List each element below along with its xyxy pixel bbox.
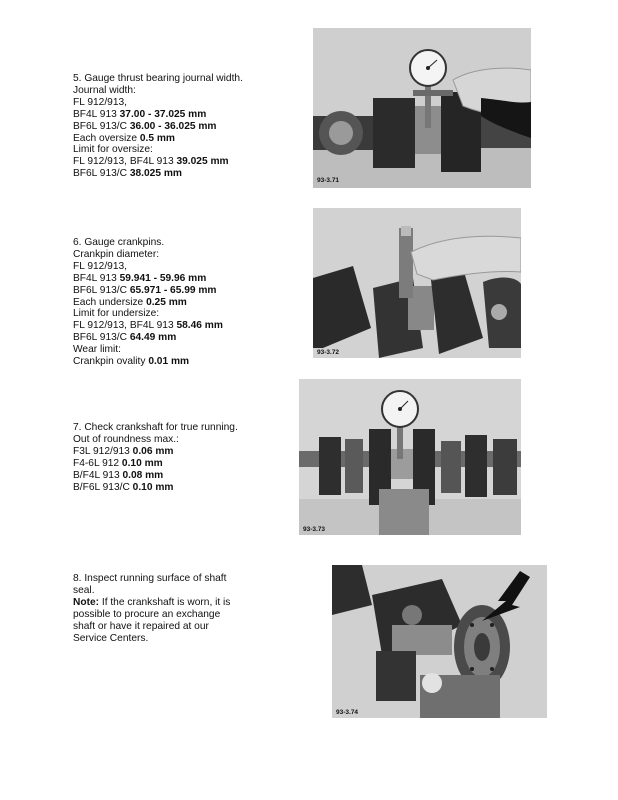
step-line: Note: If the crankshaft is worn, it is: [73, 596, 231, 608]
figure-93-3-74-photo: [332, 565, 547, 718]
step-line: BF4L 913 37.00 - 37.025 mm: [73, 108, 207, 120]
step-line: Journal width:: [73, 84, 136, 96]
step-line: BF6L 913/C 38.025 mm: [73, 168, 182, 180]
step-line: F4-6L 912 0.10 mm: [73, 457, 163, 469]
step-5-text: [73, 73, 303, 180]
step-6-text: [73, 237, 303, 368]
step-line: shaft or have it repaired at our: [73, 620, 209, 632]
figure-93-3-73-photo: [299, 379, 521, 535]
step-line: F3L 912/913 0.06 mm: [73, 445, 174, 457]
figure-93-3-71-photo: [313, 28, 531, 188]
step-line: Service Centers.: [73, 632, 149, 644]
figure-label: 93-3.71: [317, 177, 340, 184]
step-line: 5. Gauge thrust bearing journal width.: [73, 73, 243, 84]
step-line: FL 912/913, BF4L 913 58.46 mm: [73, 320, 223, 332]
figure-label: 93-3.74: [336, 709, 359, 716]
step-line: Each oversize 0.5 mm: [73, 132, 175, 144]
step-7-text: [73, 422, 303, 493]
step-8-text: [73, 573, 303, 644]
step-line: B/F4L 913 0.08 mm: [73, 469, 164, 481]
step-line: possible to procure an exchange: [73, 608, 221, 620]
step-line: FL 912/913,: [73, 260, 127, 272]
figure-93-3-72-photo: [313, 208, 521, 358]
step-line: 6. Gauge crankpins.: [73, 237, 165, 248]
figure-label: 93-3.73: [303, 526, 326, 533]
step-line: 8. Inspect running surface of shaft: [73, 573, 227, 584]
step-line: FL 912/913, BF4L 913 39.025 mm: [73, 156, 229, 168]
step-line: Crankpin diameter:: [73, 248, 160, 260]
step-line: Each undersize 0.25 mm: [73, 296, 187, 308]
step-line: BF6L 913/C 64.49 mm: [73, 332, 177, 344]
step-line: seal.: [73, 584, 95, 596]
step-line: Wear limit:: [73, 344, 121, 356]
step-line: BF6L 913/C 65.971 - 65.99 mm: [73, 284, 217, 296]
step-line: Crankpin ovality 0.01 mm: [73, 356, 190, 368]
step-line: FL 912/913,: [73, 96, 127, 108]
step-line: B/F6L 913/C 0.10 mm: [73, 481, 174, 493]
step-line: Limit for oversize:: [73, 144, 153, 156]
step-line: 7. Check crankshaft for true running.: [73, 422, 238, 433]
figure-label: 93-3.72: [317, 349, 340, 356]
step-line: Limit for undersize:: [73, 308, 160, 320]
step-line: BF6L 913/C 36.00 - 36.025 mm: [73, 120, 217, 132]
step-line: Out of roundness max.:: [73, 433, 179, 445]
step-line: BF4L 913 59.941 - 59.96 mm: [73, 272, 207, 284]
